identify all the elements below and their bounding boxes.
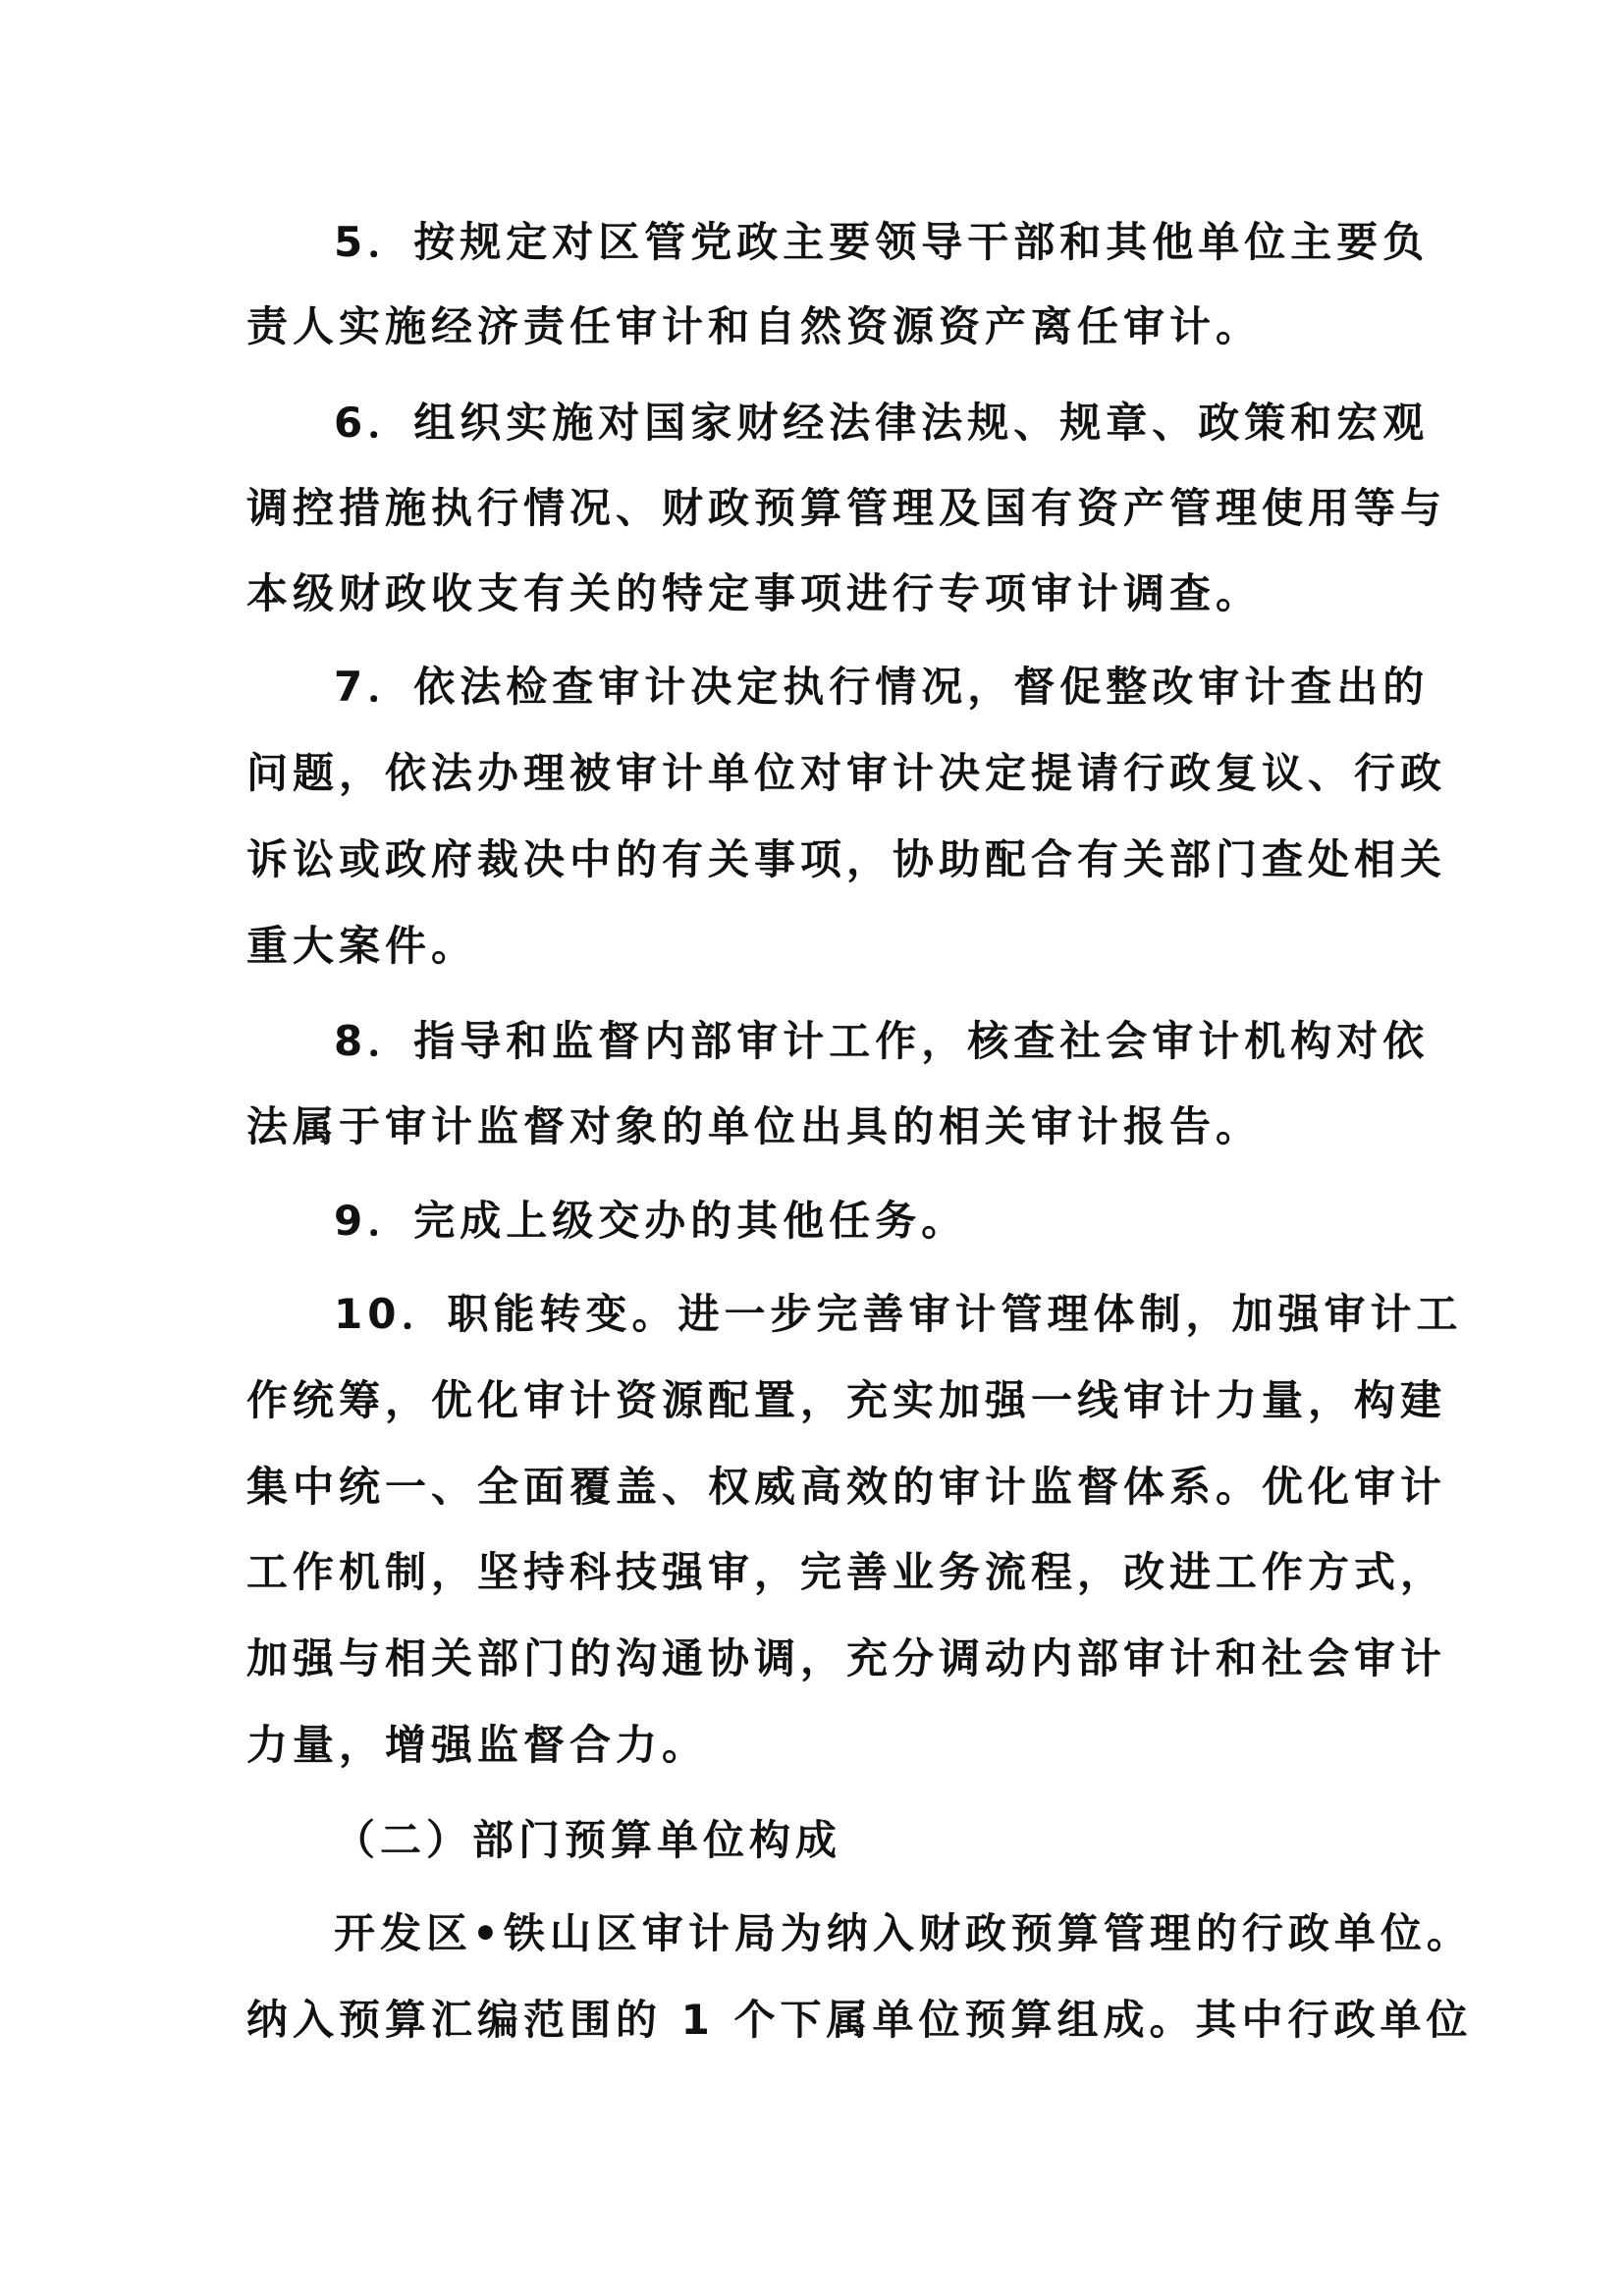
paragraph-line: 纳入预算汇编范围的 1 个下属单位预算组成。其中行政单位: [246, 1996, 1473, 2044]
paragraph-line: 6．组织实施对国家财经法律法规、规章、政策和宏观: [334, 399, 1430, 447]
paragraph-line: 问题，依法办理被审计单位对审计决定提请行政复议、行政: [246, 749, 1447, 797]
paragraph-line: 法属于审计监督对象的单位出具的相关审计报告。: [246, 1102, 1263, 1150]
paragraph-line: 本级财政收支有关的特定事项进行专项审计调查。: [246, 569, 1263, 617]
paragraph-line: 重大案件。: [246, 922, 478, 970]
paragraph-line: 8．指导和监督内部审计工作，核查社会审计机构对依: [334, 1017, 1430, 1065]
paragraph-line: 诉讼或政府裁决中的有关事项，协助配合有关部门查处相关: [246, 835, 1447, 883]
paragraph-line: 责人实施经济责任审计和自然资源资产离任审计。: [246, 302, 1263, 350]
paragraph-line: 工作机制，坚持科技强审，完善业务流程，改进工作方式，: [246, 1548, 1447, 1596]
paragraph-line: 力量，增强监督合力。: [246, 1721, 709, 1769]
paragraph-line: 开发区•铁山区审计局为纳入财政预算管理的行政单位。: [334, 1909, 1473, 1957]
paragraph-line: 加强与相关部门的沟通协调，充分调动内部审计和社会审计: [246, 1634, 1447, 1682]
paragraph-line: 5．按规定对区管党政主要领导干部和其他单位主要负: [334, 218, 1430, 266]
paragraph-line: 10．职能转变。进一步完善审计管理体制，加强审计工: [334, 1290, 1463, 1338]
section-heading-text: （二）部门预算单位构成: [334, 1816, 842, 1864]
paragraph-line: 9．完成上级交办的其他任务。: [334, 1197, 968, 1245]
paragraph-line: 调控措施执行情况、财政预算管理及国有资产管理使用等与: [246, 484, 1447, 532]
paragraph-line: 作统筹，优化审计资源配置，充实加强一线审计力量，构建: [246, 1376, 1447, 1424]
paragraph-line: 7．依法检查审计决定执行情况，督促整改审计查出的: [334, 663, 1430, 711]
paragraph-line: 集中统一、全面覆盖、权威高效的审计监督体系。优化审计: [246, 1463, 1447, 1511]
